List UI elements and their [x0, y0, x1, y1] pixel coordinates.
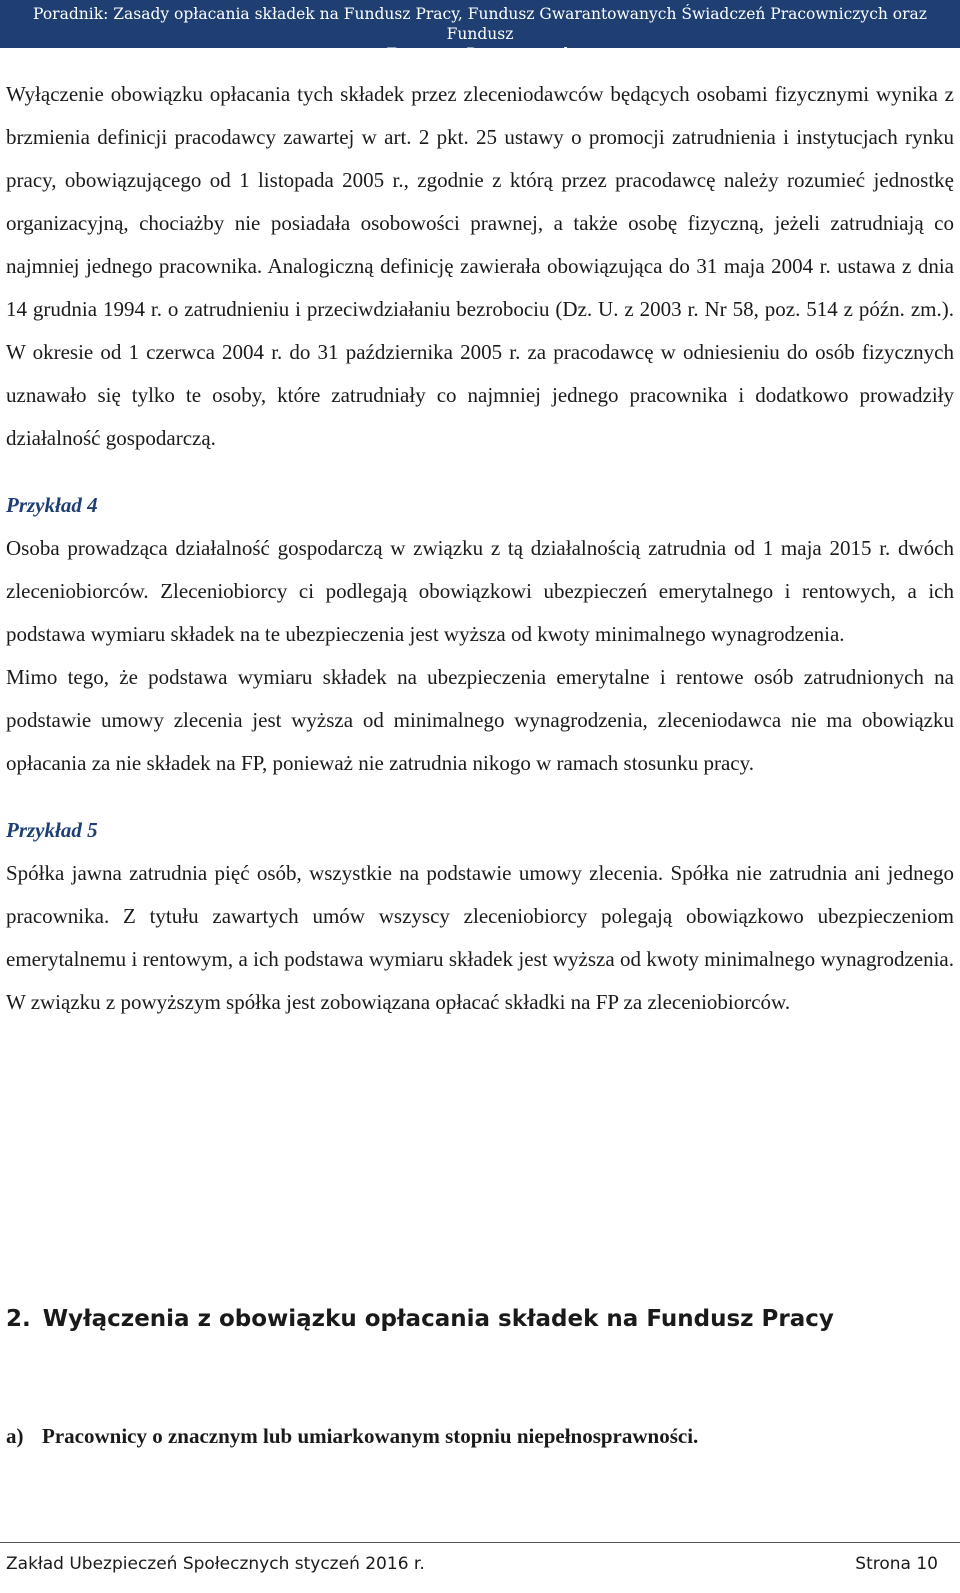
page-header: [0, 0, 960, 63]
section-heading: [6, 1301, 954, 1337]
section-number: 2.: [6, 1306, 31, 1332]
example-4-paragraph-2: Mimo tego, że podstawa wymiaru składek na ubezpieczenia emerytalne i rentowe osób zatrudnionych na podstawie umowy zlecenia jest wyższa od minimalnego wynagrodzenia, zleceniodawca nie ma obowiązku opłacania za nie składek na FP, ponieważ nie zatrudnia nikogo w ramach stosunku pracy.: [6, 665, 954, 775]
spacer: [6, 785, 954, 809]
footer-publisher: Zakład Ubezpieczeń Społecznych styczeń 2016 r.: [6, 1554, 425, 1574]
spacer: [6, 460, 954, 484]
header-title-line2: Emerytur Pomostowych: [386, 45, 574, 63]
example-5-title: Przykład 5: [6, 818, 98, 842]
subsection-title: Pracownicy o znacznym lub umiarkowanym stopniu niepełnosprawności.: [42, 1424, 699, 1448]
page-footer: [0, 1542, 960, 1593]
example-4-title: Przykład 4: [6, 493, 98, 517]
header-title-line1: Poradnik: Zasady opłacania składek na Fundusz Pracy, Fundusz Gwarantowanych Świadczeń Pracowniczych oraz Fundusz: [33, 5, 927, 43]
subsection-label: a): [6, 1424, 24, 1448]
subsection-heading: [6, 1420, 954, 1452]
example-4-paragraph-1: Osoba prowadząca działalność gospodarczą w związku z tą działalnością zatrudnia od 1 maja 2015 r. dwóch zleceniobiorców. Zleceniobiorcy ci podlegają obowiązkowi ubezpieczeń emerytalnego i rentowych, a ich podstawa wymiaru składek na te ubezpieczenia jest wyższa od kwoty minimalnego wynagrodzenia.: [6, 536, 954, 646]
document-body: [6, 73, 954, 1024]
footer-page-number: Strona 10: [855, 1554, 938, 1574]
section-title: Wyłączenia z obowiązku opłacania składek na Fundusz Pracy: [42, 1306, 834, 1332]
intro-paragraph: Wyłączenie obowiązku opłacania tych składek przez zleceniodawców będących osobami fizycznymi wynika z brzmienia definicji pracodawcy zawartej w art. 2 pkt. 25 ustawy o promocji zatrudnienia i instytucjach rynku pracy, obowiązującego od 1 listopada 2005 r., zgodnie z którą przez pracodawcę należy rozumieć jednostkę organizacyjną, chociażby nie posiadała osobowości prawnej, a także osobę fizyczną, jeżeli zatrudniają co najmniej jednego pracownika. Analogiczną definicję zawierała obowiązująca do 31 maja 2004 r. ustawa z dnia 14 grudnia 1994 r. o zatrudnieniu i przeciwdziałaniu bezrobociu (Dz. U. z 2003 r. Nr 58, poz. 514 z późn. zm.). W okresie od 1 czerwca 2004 r. do 31 października 2005 r. za pracodawcę w odniesieniu do osób fizycznych uznawało się tylko te osoby, które zatrudniały co najmniej jednego pracownika i dodatkowo prowadziły działalność gospodarczą.: [6, 82, 954, 450]
example-5-paragraph-1: Spółka jawna zatrudnia pięć osób, wszystkie na podstawie umowy zlecenia. Spółka nie zatrudnia ani jednego pracownika. Z tytułu zawartych umów wszyscy zleceniobiorcy polegają obowiązkowo ubezpieczeniom emerytalnemu i rentowym, a ich podstawa wymiaru składek jest wyższa od kwoty minimalnego wynagrodzenia. W związku z powyższym spółka jest zobowiązana opłacać składki na FP za zleceniobiorców.: [6, 861, 954, 1014]
